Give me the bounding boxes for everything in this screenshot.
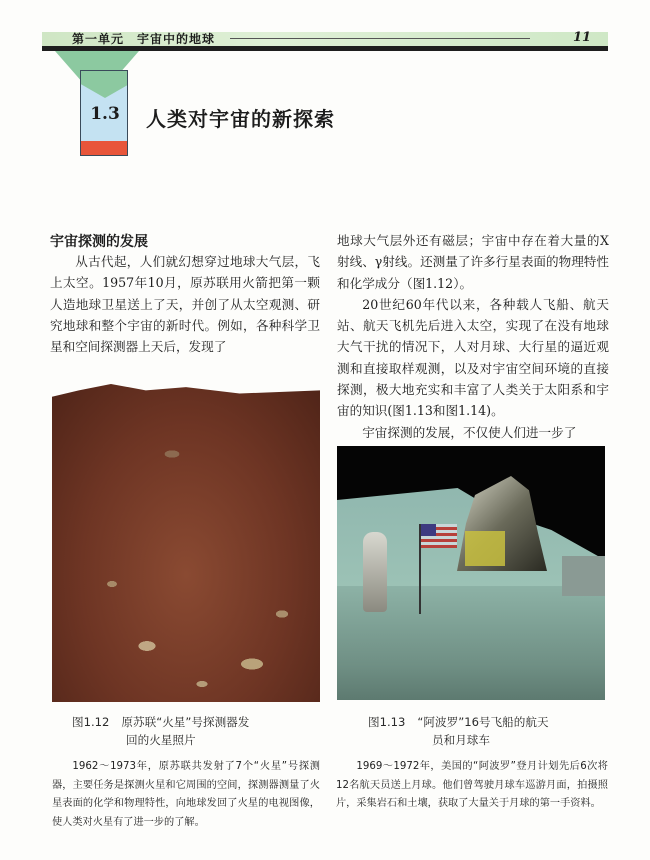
subheading: 宇宙探测的发展	[50, 234, 148, 250]
lunar-rover	[562, 556, 605, 596]
us-flag	[421, 524, 457, 548]
figure-number: 图1.12	[72, 715, 110, 729]
astronaut	[363, 532, 387, 612]
apollo16-moon-photo	[337, 446, 605, 700]
right-paragraphs	[337, 230, 609, 443]
figure-caption-1-12	[72, 713, 292, 749]
figure-note-1-13	[336, 758, 608, 814]
section-title: 人类对宇宙的新探索	[146, 107, 335, 131]
paragraph-text: 地球大气层外还有磁层；宇宙中存在着大量的X射线、γ射线。还测量了许多行星表面的物理特性和化学成分（图1.12）。	[337, 233, 609, 291]
lunar-module-foil	[465, 531, 505, 566]
caption-text: 原苏联“火星”号探测器发	[121, 715, 250, 729]
section-number-box	[80, 70, 128, 156]
paragraph-text: 从古代起，人们就幻想穿过地球大气层，飞上太空。1957年10月，原苏联用火箭把第一颗人造地球卫星送上了天，并创了从太空观测、研究地球和整个宇宙的新时代。例如，各种科学卫星和空间探测器上天后，发现了	[50, 254, 320, 355]
caption-text: “阿波罗”16号飞船的航天	[417, 715, 549, 729]
figure-caption-1-13	[368, 713, 588, 749]
caption-text: 回的火星照片	[126, 733, 196, 747]
left-paragraph	[50, 251, 320, 357]
triangle-overlay	[80, 70, 128, 98]
unit-title: 第一单元 宇宙中的地球	[72, 32, 216, 46]
figure-number: 图1.13	[368, 715, 406, 729]
section-accent-bar	[81, 141, 127, 155]
note-text: 1962～1973年，原苏联共发射了7个“火星”号探测器，主要任务是探测火星和它周围的空间，探测器测量了火星表面的化学和物理特性，向地球发回了火星的电视图像，使人类对火星有了进一步的了解。	[52, 761, 320, 828]
figure-note-1-12	[52, 758, 320, 832]
page-number: 11	[573, 30, 592, 45]
caption-text: 员和月球车	[432, 733, 490, 747]
paragraph-text: 20世纪60年代以来，各种载人飞船、航天站、航天飞机先后进入太空，实现了在没有地球大气干扰的情况下，人对月球、大行星的逼近观测和直接取样观测，以及对宇宙空间环境的直接探测，极大地充实和丰富了人类关于太阳系和宇宙的知识(图1.13和图1.14)。	[337, 296, 609, 419]
mars-surface-photo	[52, 384, 320, 702]
note-text: 1969～1972年，美国的“阿波罗”登月计划先后6次将12名航天员送上月球。他们曾驾驶月球车巡游月面，拍摄照片，采集岩石和土壤，获取了大量关于月球的第一手资料。	[336, 761, 608, 809]
header-rule	[230, 38, 530, 39]
section-number: 1.3	[90, 104, 120, 124]
paragraph-text: 宇宙探测的发展，不仅使人们进一步了	[362, 424, 577, 440]
